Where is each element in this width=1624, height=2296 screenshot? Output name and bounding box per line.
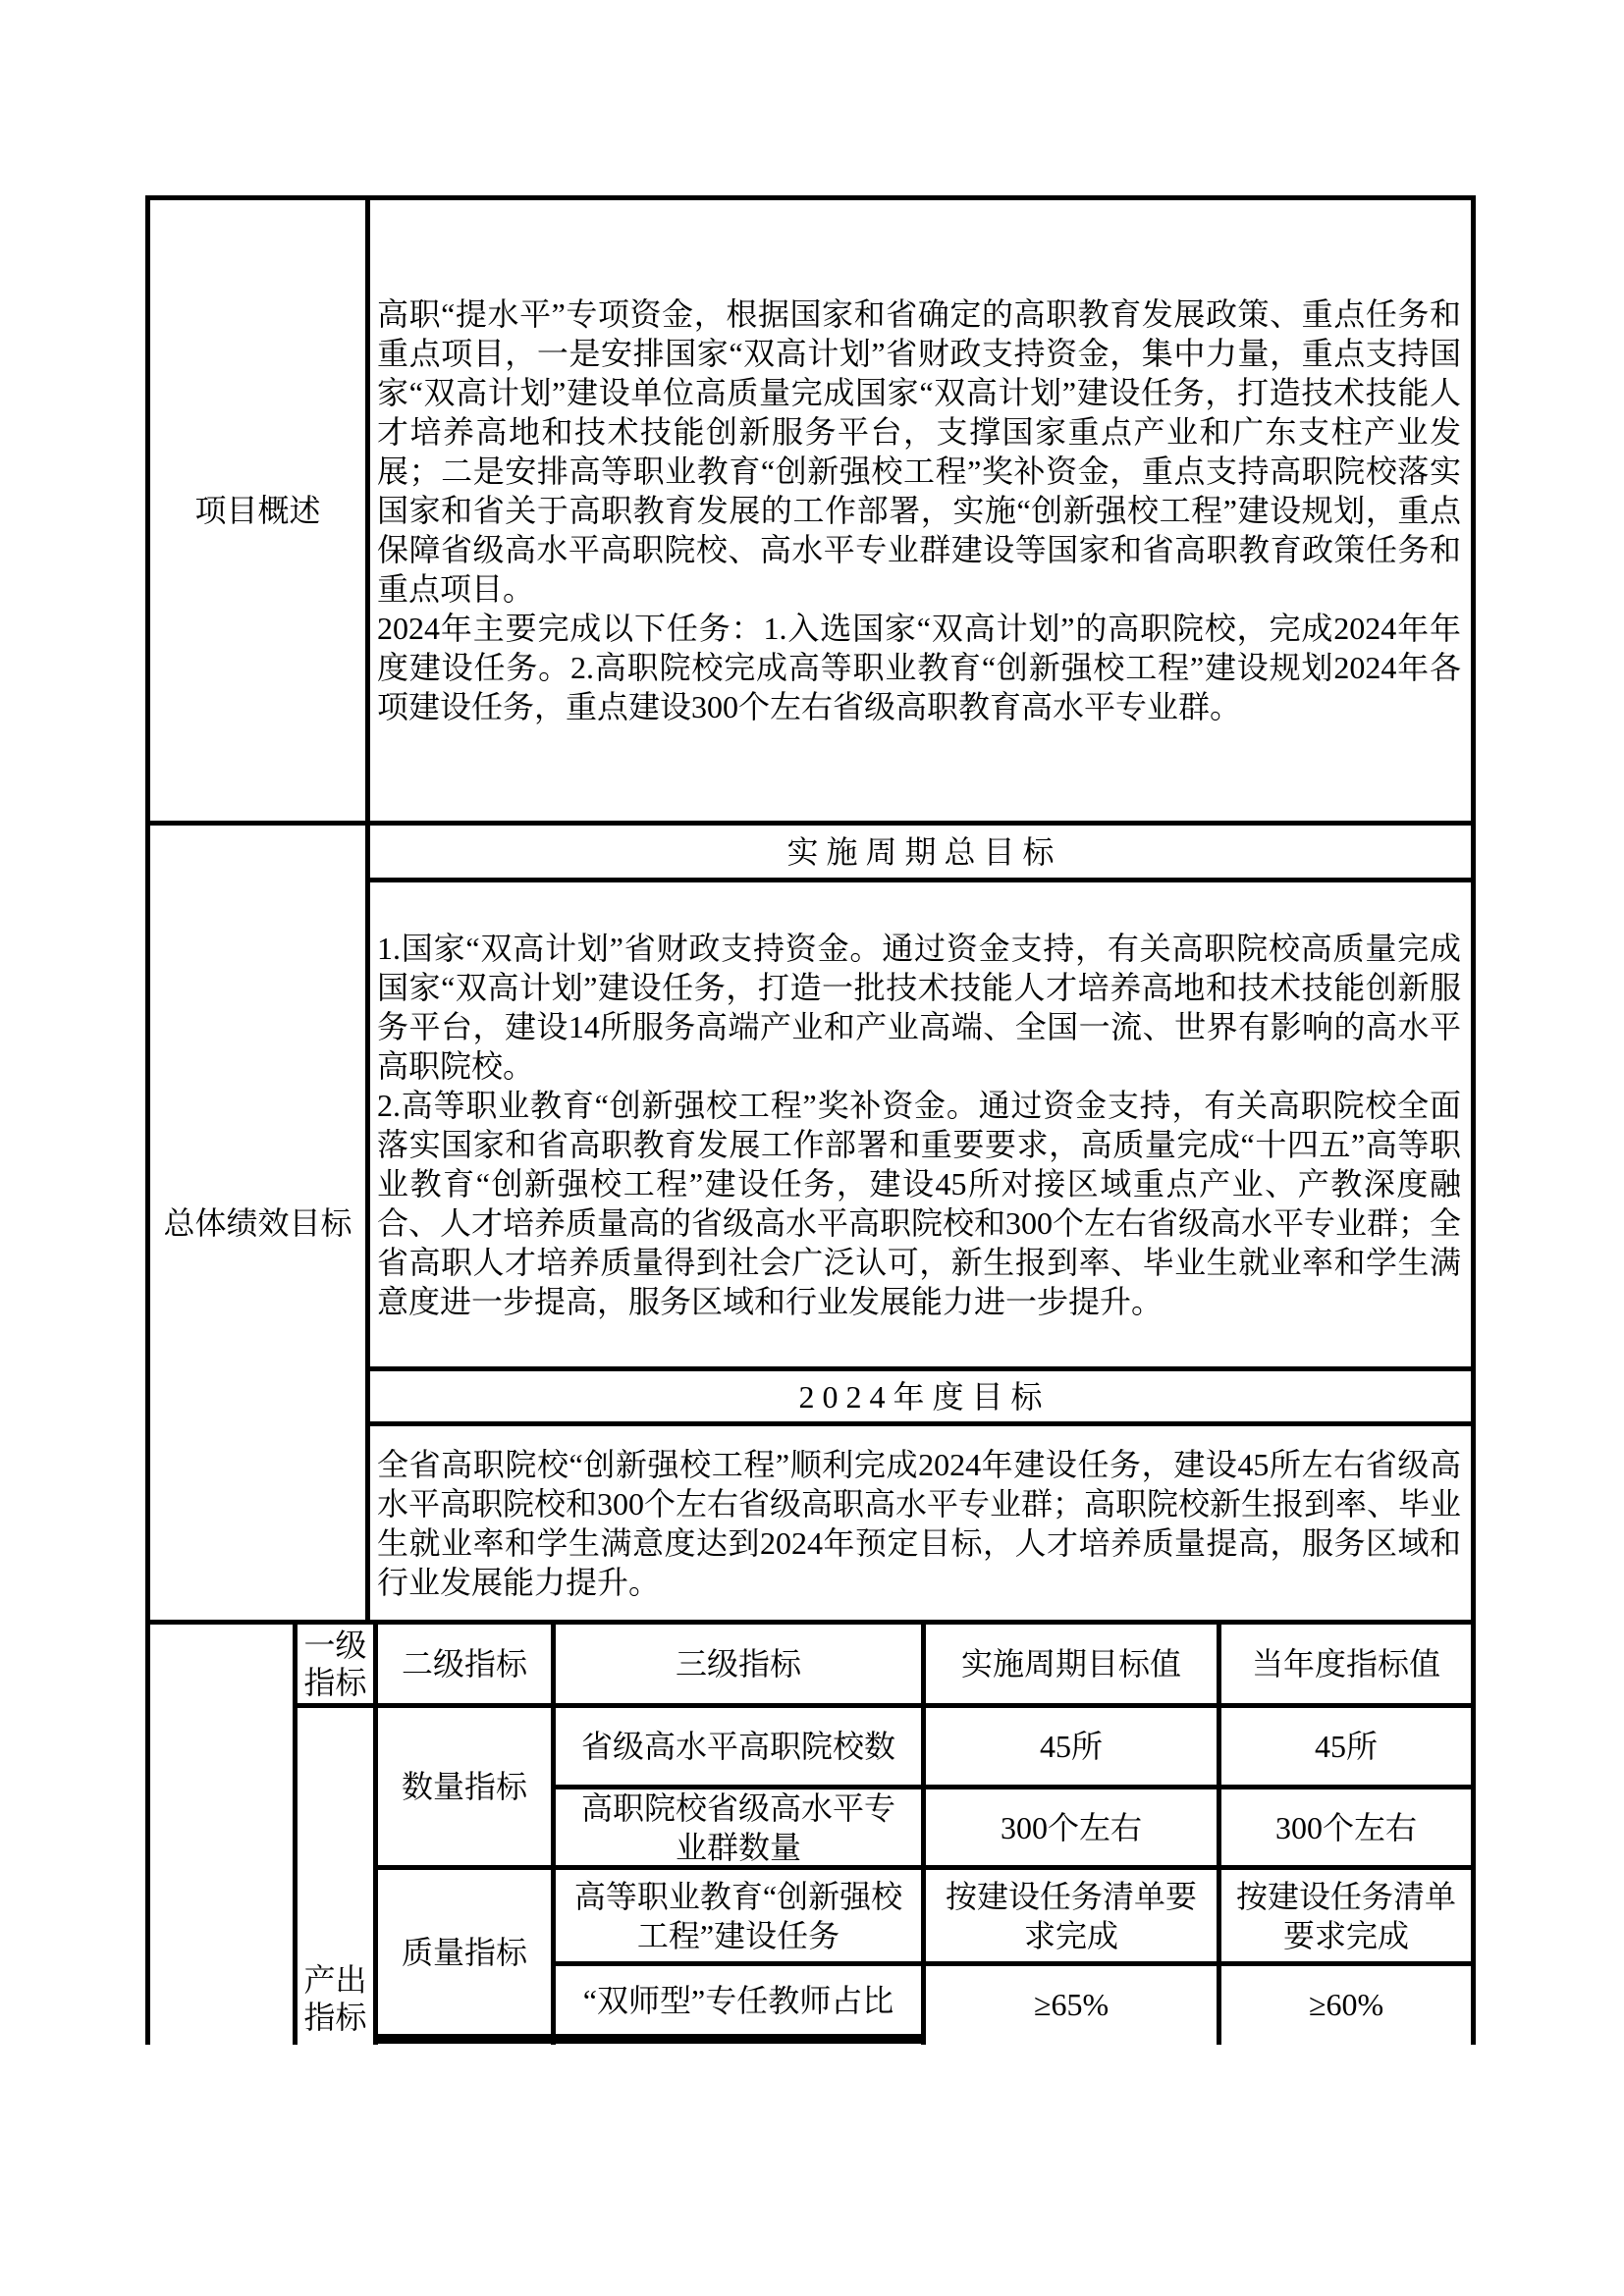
indicator-header-annual-target: 当年度指标值: [1251, 1646, 1440, 1682]
overall-goal-label: 总体绩效目标: [163, 1204, 352, 1241]
grid-line-page-cut-partial-bottom: [373, 2034, 926, 2044]
indicator-row-level3: 高等职业教育“创新强校工程”建设任务: [573, 1878, 903, 1953]
indicator-header-level2: 二级指标: [401, 1646, 527, 1682]
project-overview-paragraph: 高职“提水平”专项资金，根据国家和省确定的高职教育发展政策、重点任务和重点项目，一是安排国家“双高计划”省财政支持资金，集中力量，重点支持国家“双高计划”建设单位高质量完成国家“双高计划”建设任务，打造技术技能人才培养高地和技术技能创新服务平台，支撑国家重点产业和广东支柱产业发展；二是安排高等职业教育“创新强校工程”奖补资金，重点支持高职院校落实国家和省关于高职教育发展的工作部署，实施“创新强校工程”建设规划，重点保障省级高水平高职院校、高水平专业群建设等国家和省高职教育政策任务和重点项目。: [377, 296, 1461, 607]
cycle-goal-paragraph: 2.高等职业教育“创新强校工程”奖补资金。通过资金支持，有关高职院校全面落实国家和省高职教育发展工作部署和重要要求，高质量完成“十四五”高等职业教育“创新强校工程”建设任务，建设45所对接区域重点产业、产教深度融合、人才培养质量高的省级高水平高职院校和300个左右省级高水平专业群；全省高职人才培养质量得到社会广泛认可，新生报到率、毕业生就业率和学生满意度进一步提高，服务区域和行业发展能力进一步提升。: [377, 1087, 1462, 1319]
grid-line-outer-right: [1471, 195, 1476, 2045]
cycle-goal-header: 实施周期总目标: [786, 833, 1062, 870]
annual-goal-header: 2024年度目标: [798, 1378, 1051, 1415]
project-overview-text: [377, 200, 1461, 821]
indicator-row-annual-value: 45所: [1314, 1729, 1378, 1764]
indicator-row-cycle-value: 按建设任务清单要求完成: [945, 1878, 1197, 1953]
indicator-level2-quality-label: 质量指标: [401, 1934, 527, 1970]
indicator-row-level3: 省级高水平高职院校数: [580, 1729, 895, 1764]
indicator-level1-output-label: 产出指标: [303, 1962, 367, 2035]
indicator-header-level3: 三级指标: [675, 1646, 801, 1682]
indicator-row-level3: 高职院校省级高水平专业群数量: [580, 1789, 895, 1865]
indicator-row-cycle-value: ≥65%: [1033, 1987, 1110, 2022]
indicator-row-cycle-value: 45所: [1039, 1729, 1103, 1764]
project-overview-label: 项目概述: [194, 493, 321, 528]
cycle-goal-paragraph: 1.国家“双高计划”省财政支持资金。通过资金支持，有关高职院校高质量完成国家“双高计划”建设任务，打造一批技术技能人才培养高地和技术技能创新服务平台，建设14所服务高端产业和产业高端、全国一流、世界有影响的高水平高职院校。: [377, 930, 1461, 1084]
indicator-row-cycle-value: 300个左右: [1000, 1809, 1142, 1845]
indicator-row-annual-value: 300个左右: [1274, 1809, 1417, 1845]
annual-goal-text: [377, 1426, 1461, 1620]
annual-goal-paragraph: 全省高职院校“创新强校工程”顺利完成2024年建设任务，建设45所左右省级高水平高职院校和300个左右省级高职高水平专业群；高职院校新生报到率、毕业生就业率和学生满意度达到2024年预定目标，人才培养质量提高，服务区域和行业发展能力提升。: [377, 1446, 1462, 1600]
indicator-header-level1: 一级指标: [303, 1628, 367, 1700]
indicator-row-annual-value: 按建设任务清单要求完成: [1235, 1878, 1456, 1953]
indicator-row-annual-value: ≥60%: [1308, 1987, 1384, 2022]
indicator-row-level3: “双师型”专任教师占比: [582, 1982, 894, 2018]
project-overview-paragraph: 2024年主要完成以下任务：1.入选国家“双高计划”的高职院校，完成2024年年度建设任务。2.高职院校完成高等职业教育“创新强校工程”建设规划2024年各项建设任务，重点建设300个左右省级高职教育高水平专业群。: [377, 611, 1461, 724]
cycle-goal-text: [377, 882, 1461, 1366]
indicator-header-cycle-target: 实施周期目标值: [960, 1646, 1181, 1682]
indicator-level2-quantity-label: 数量指标: [401, 1769, 527, 1804]
